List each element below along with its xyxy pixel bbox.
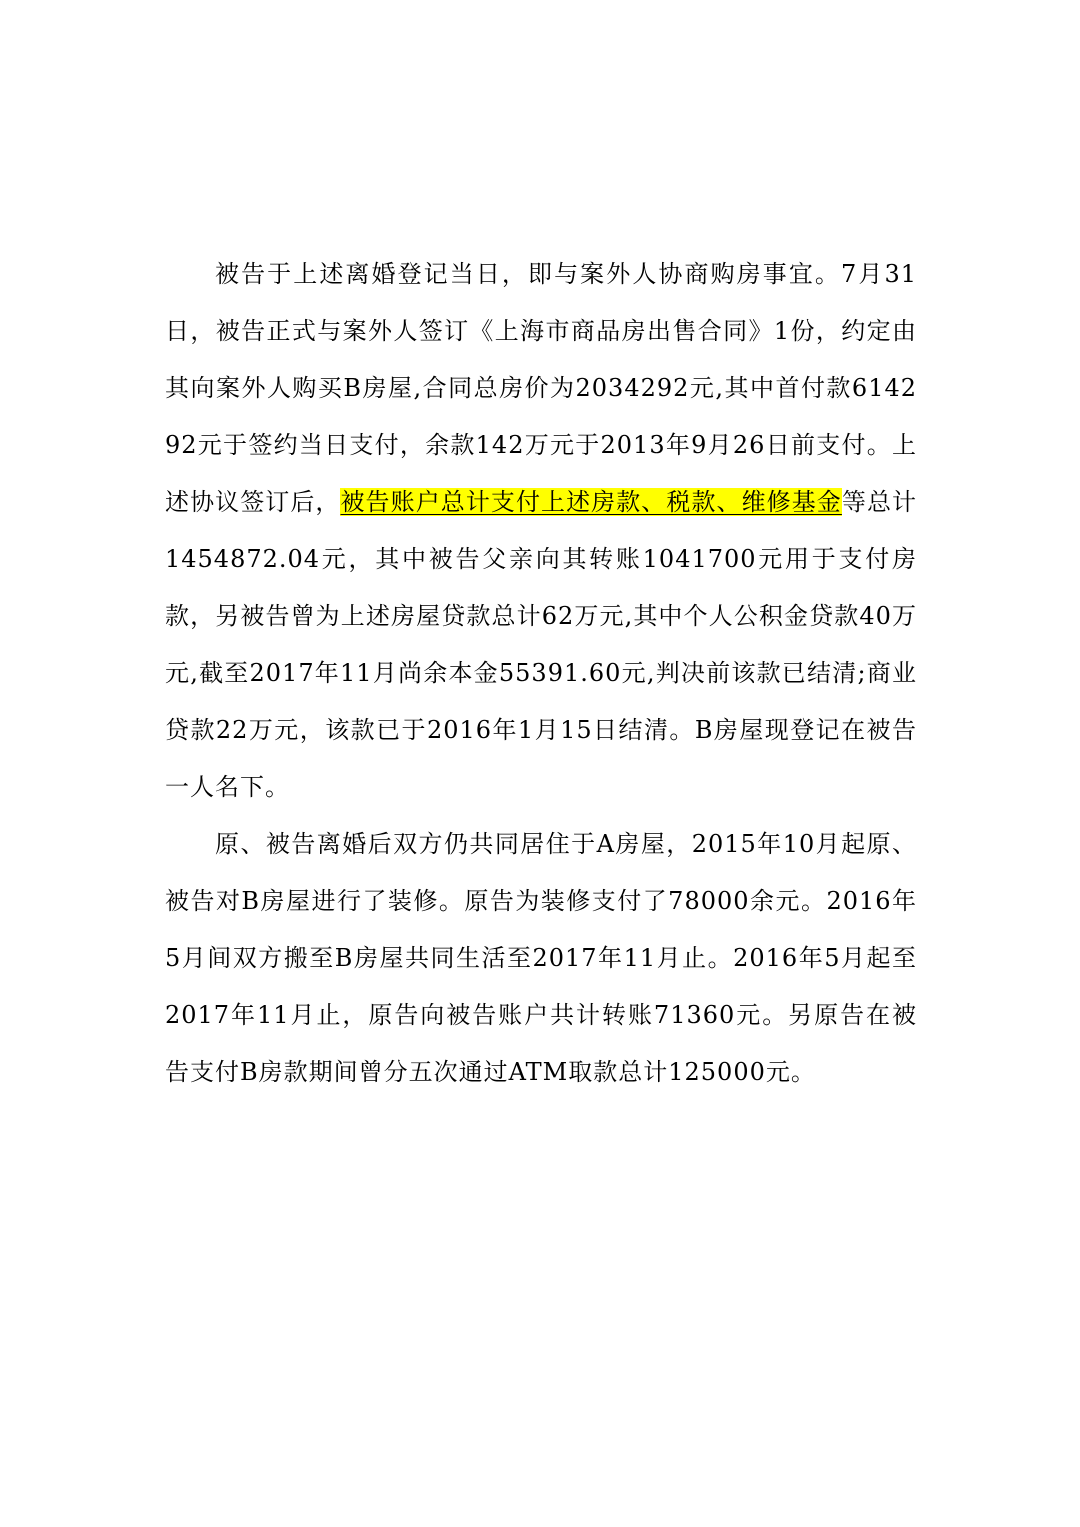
paragraph-1-text-start: 被告于上述离婚登记当日，即与案外人协商购房事宜。7月31日，被告正式与案外人签订《上海市商品房出售合同》1份，约定由其向案外人购买B房屋,合同总房价为2034292元,其中首付款614292元于签约当日支付，余款142万元于2013年9月26日前支付。上述协议签订后， [165,260,917,516]
paragraph-1 [165,246,917,816]
document-body [165,246,917,1101]
highlighted-text: 被告账户总计支付上述房款、税款、维修基金 [340,488,842,516]
paragraph-1-text-end: 等总计1454872.04元，其中被告父亲向其转账1041700元用于支付房款，另被告曾为上述房屋贷款总计62万元,其中个人公积金贷款40万元,截至2017年11月尚余本金55391.60元,判决前该款已结清;商业贷款22万元，该款已于2016年1月15日结清。B房屋现登记在被告一人名下。 [165,488,918,801]
paragraph-2: 原、被告离婚后双方仍共同居住于A房屋，2015年10月起原、被告对B房屋进行了装修。原告为装修支付了78000余元。2016年5月间双方搬至B房屋共同生活至2017年11月止。2016年5月起至2017年11月止，原告向被告账户共计转账71360元。另原告在被告支付B房款期间曾分五次通过ATM取款总计125000元。 [165,830,917,1086]
